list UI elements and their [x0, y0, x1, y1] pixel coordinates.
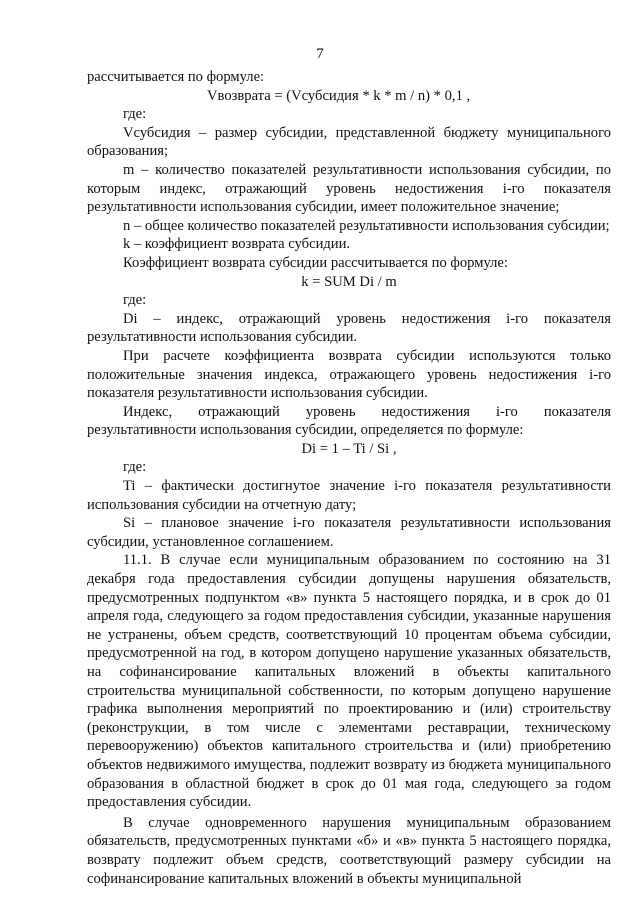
paragraph: Si – плановое значение i-го показателя результативности использования субсидии, установленное соглашением.: [87, 515, 611, 550]
paragraph: m – количество показателей результативности использования субсидии, по которым индекс, отражающий уровень недостижения i-го показателя результативности использования субсидии, имеет положительное значение;: [87, 161, 611, 216]
paragraph: рассчитывается по формуле:: [87, 69, 265, 85]
paragraph: Di = 1 – Ti / Si ,: [301, 440, 397, 457]
paragraph: Di – индекс, отражающий уровень недостижения i-го показателя результативности использования субсидии.: [87, 310, 611, 346]
paragraph: Vсубсидия – размер субсидии, представленной бюджету муниципального образования;: [87, 124, 611, 160]
page-number: 7: [316, 46, 324, 62]
paragraph: Коэффициент возврата субсидии рассчитывается по формуле:: [123, 254, 508, 271]
paragraph: n – общее количество показателей результативности использования субсидии;: [123, 217, 610, 234]
paragraph: При расчете коэффициента возврата субсидии используются только положительные значения индекса, отражающего уровень недостижения i-го показателя результативности использования субсидии.: [87, 347, 611, 402]
paragraph: где:: [123, 106, 147, 123]
paragraph: k = SUM Di / m: [301, 273, 397, 290]
paragraph: Ti – фактически достигнутое значение i-го показателя результативности использования субсидии на отчетную дату;: [87, 478, 611, 513]
paragraph: Vвозврата = (Vсубсидия * k * m / n) * 0,1 ,: [207, 87, 471, 104]
paragraph: где:: [123, 292, 147, 309]
paragraph: k – коэффициент возврата субсидии.: [123, 236, 351, 253]
document-body: [87, 68, 611, 888]
paragraph: 11.1. В случае если муниципальным образованием по состоянию на 31 декабря года предоставления субсидии допущены нарушения обязательств, предусмотренных подпунктом «в» пункта 5 настоящего порядка, и в срок до 01 апреля года, следующего за годом предоставления субсидии, указанные нарушения не устранены, объем средств, соответствующий 10 процентам объема субсидии, предусмотренной на год, в котором допущено нарушение указанных обязательств, на софинансирование капитальных вложений в объекты капитального строительства муниципальной собственности, по которым допущено нарушение графика выполнения мероприятий по проектированию и (или) строительству (реконструкции, в том числе с элементами реставрации, техническому перевооружению) объектов капитального строительства и (или) приобретению объектов недвижимого имущества, подлежит возврату из бюджета муниципального образования в областной бюджет в срок до 01 мая года, следующего за годом предоставления субсидии.: [87, 552, 611, 811]
paragraph: В случае одновременного нарушения муниципальным образованием обязательств, предусмотренных пунктами «б» и «в» пункта 5 настоящего порядка, возврату подлежит объем средств, соответствующий размеру субсидии на софинансирование капитальных вложений в объекты муниципальной: [87, 814, 611, 887]
paragraph: где:: [123, 459, 147, 476]
paragraph: Индекс, отражающий уровень недостижения i-го показателя результативности использования субсидии, определяется по формуле:: [87, 403, 611, 439]
